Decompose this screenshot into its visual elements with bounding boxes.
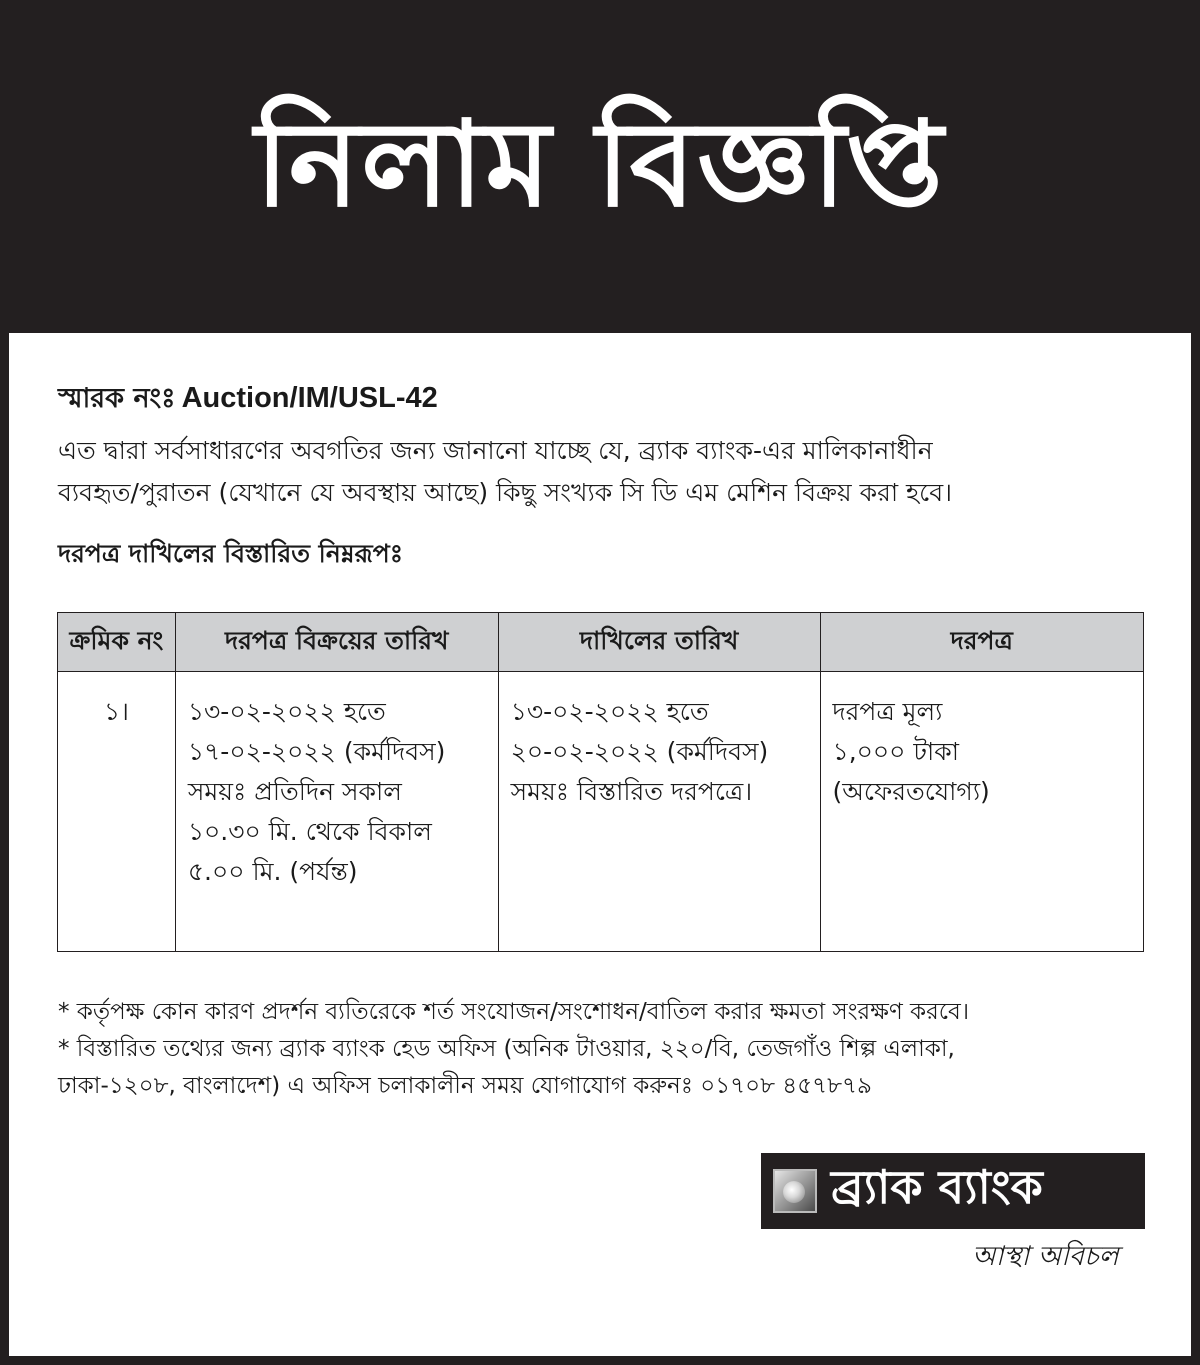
cell-tender: [820, 672, 1144, 952]
sale-date-line: ১৭-০২-২০২২ (কর্মদিবস): [187, 737, 446, 766]
header-banner: [0, 0, 1200, 333]
cell-serial: [58, 672, 176, 952]
tender-line: (অফেরতযোগ্য): [832, 777, 990, 806]
table-row: [58, 672, 1144, 952]
memo-label: স্মারক নংঃ: [58, 383, 176, 414]
page-title: নিলাম বিজ্ঞপ্তি: [254, 94, 946, 233]
intro-line: এত দ্বারা সর্বসাধারণের অবগতির জন্য জানানো যাচ্ছে যে, ব্র্যাক ব্যাংক-এর মালিকানাধীন: [58, 436, 933, 465]
column-header-sale-date: দরপত্র বিক্রয়ের তারিখ: [175, 613, 498, 672]
cell-submission-date: [498, 672, 820, 952]
submission-date-line: সময়ঃ বিস্তারিত দরপত্রে।: [510, 777, 753, 806]
footnote-rights: * কর্তৃপক্ষ কোন কারণ প্রদর্শন ব্যতিরেকে শর্ত সংযোজন/সংশোধন/বাতিল করার ক্ষমতা সংরক্ষণ করবে।: [58, 999, 970, 1025]
column-header-serial: ক্রমিক নং: [58, 613, 176, 672]
footnote-contact-line: * বিস্তারিত তথ্যের জন্য ব্র্যাক ব্যাংক হেড অফিস (অনিক টাওয়ার, ২২০/বি, তেজগাঁও শিল্প এলাকা,: [58, 1036, 955, 1062]
sale-date-line: ১৩-০২-২০২২ হতে: [187, 697, 386, 726]
memo-line: [58, 378, 438, 423]
intro-paragraph: [58, 430, 1148, 514]
tender-line: ১,০০০ টাকা: [832, 737, 959, 766]
brac-bank-logo-mark-icon: [773, 1169, 817, 1213]
tender-table: [57, 612, 1144, 952]
tender-line: দরপত্র মূল্য: [832, 697, 943, 726]
cell-sale-date: [175, 672, 498, 952]
sale-date-line: সময়ঃ প্রতিদিন সকাল: [187, 777, 402, 806]
tender-details-heading: দরপত্র দাখিলের বিস্তারিত নিম্নরূপঃ: [58, 539, 404, 568]
brac-bank-logo: [761, 1153, 1145, 1229]
submission-date-line: ১৩-০২-২০২২ হতে: [510, 697, 709, 726]
sale-date-line: ১০.৩০ মি. থেকে বিকাল: [187, 817, 432, 846]
column-header-tender: দরপত্র: [820, 613, 1144, 672]
intro-line: ব্যবহৃত/পুরাতন (যেখানে যে অবস্থায় আছে) কিছু সংখ্যক সি ডি এম মেশিন বিক্রয় করা হবে।: [58, 478, 953, 507]
memo-reference: Auction/IM/USL-42: [181, 382, 438, 414]
footnote-contact-line: ঢাকা-১২০৮, বাংলাদেশ) এ অফিস চলাকালীন সময় যোগাযোগ করুনঃ ০১৭০৮ ৪৫৭৮৭৯: [58, 1073, 872, 1099]
table-header-row: [58, 613, 1144, 672]
footnotes: [58, 994, 1158, 1105]
column-header-submission-date: দাখিলের তারিখ: [498, 613, 820, 672]
logo-bank-name: ব্র্যাক ব্যাংক: [831, 1160, 1043, 1214]
submission-date-line: ২০-০২-২০২২ (কর্মদিবস): [510, 737, 769, 766]
sale-date-line: ৫.০০ মি. (পর্যন্ত): [187, 857, 358, 886]
serial-number: ১।: [103, 697, 129, 726]
logo-tagline: আস্থা অবিচল: [972, 1241, 1119, 1272]
